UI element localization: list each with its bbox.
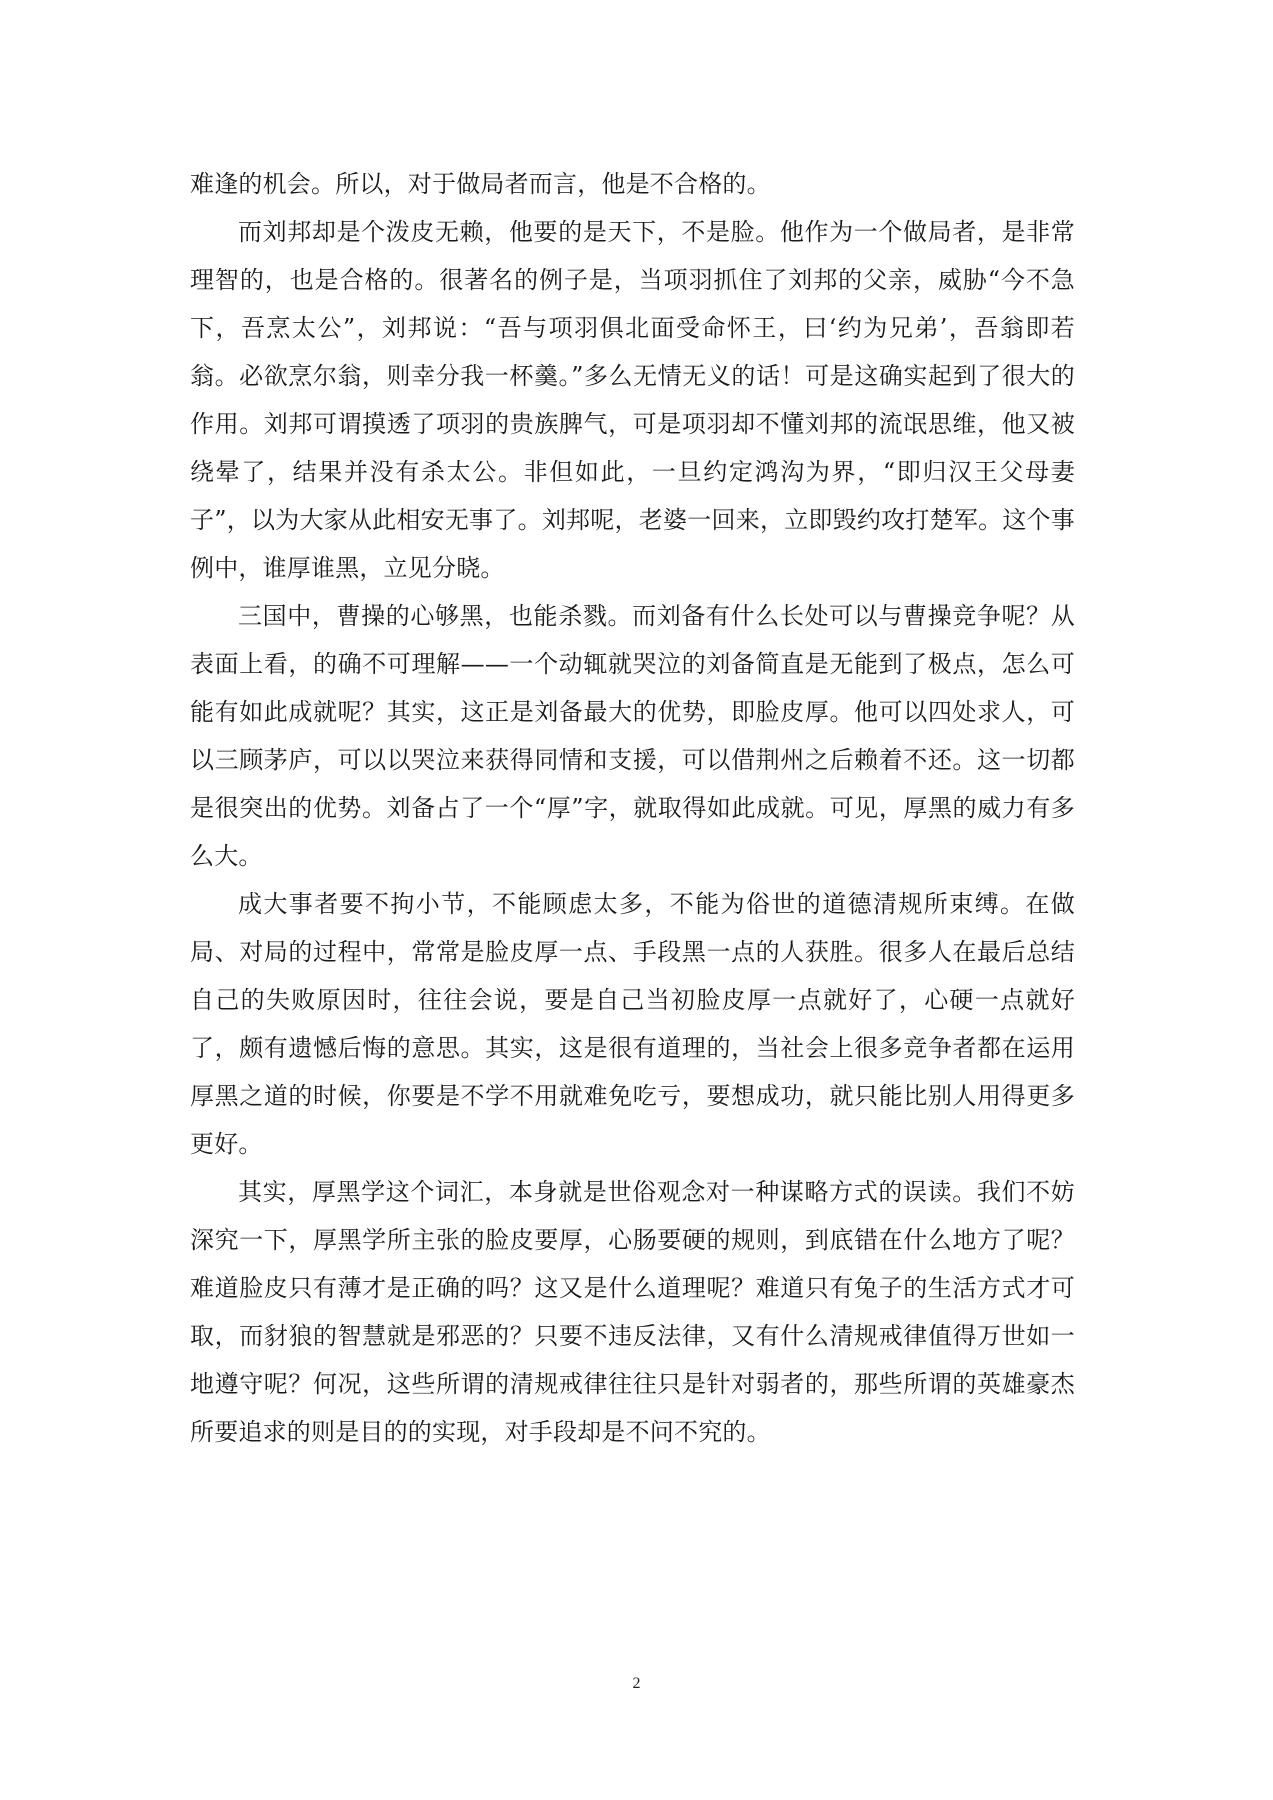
paragraph-three-kingdoms: 三国中，曹操的心够黑，也能杀戮。而刘备有什么长处可以与曹操竞争呢？从表面上看，的确不可理解——一个动辄就哭泣的刘备简直是无能到了极点，怎么可能有如此成就呢？其实，这正是刘备最大的优势，即脸皮厚。他可以四处求人，可以三顾茅庐，可以以哭泣来获得同情和支援，可以借荆州之后赖着不还。这一切都是很突出的优势。刘备占了一个“厚”字，就取得如此成就。可见，厚黑的威力有多么大。 [190,602,1075,870]
paragraph-liu-bang: 而刘邦却是个泼皮无赖，他要的是天下，不是脸。他作为一个做局者，是非常理智的，也是合格的。很著名的例子是，当项羽抓住了刘邦的父亲，威胁“今不急下，吾烹太公”，刘邦说：“吾与项羽俱北面受命怀王，曰‘约为兄弟’，吾翁即若翁。必欲烹尔翁，则幸分我一杯羹。”多么无情无义的话！可是这确实起到了很大的作用。刘邦可谓摸透了项羽的贵族脾气，可是项羽却不懂刘邦的流氓思维，他又被绕晕了，结果并没有杀太公。非但如此，一旦约定鸿沟为界，“即归汉王父母妻子”，以为大家从此相安无事了。刘邦呢，老婆一回来，立即毁约攻打楚军。这个事例中，谁厚谁黑，立见分晓。 [190,218,1075,582]
paragraph-thick-black-theory: 其实，厚黑学这个词汇，本身就是世俗观念对一种谋略方式的误读。我们不妨深究一下，厚黑学所主张的脸皮要厚，心肠要硬的规则，到底错在什么地方了呢？难道脸皮只有薄才是正确的吗？这又是什么道理呢？难道只有兔子的生活方式才可取，而豺狼的智慧就是邪恶的？只要不违反法律，又有什么清规戒律值得万世如一地遵守呢？何况，这些所谓的清规戒律往往只是针对弱者的，那些所谓的英雄豪杰所要追求的则是目的的实现，对手段却是不问不究的。 [190,1178,1075,1446]
page-number: 2 [632,1675,641,1692]
paragraph-great-deeds: 成大事者要不拘小节，不能顾虑太多，不能为俗世的道德清规所束缚。在做局、对局的过程中，常常是脸皮厚一点、手段黑一点的人获胜。很多人在最后总结自己的失败原因时，往往会说，要是自己当初脸皮厚一点就好了，心硬一点就好了，颇有遗憾后悔的意思。其实，这是很有道理的，当社会上很多竞争者都在运用厚黑之道的时候，你要是不学不用就难免吃亏，要想成功，就只能比别人用得更多更好。 [190,890,1075,1158]
document-body [190,160,1075,1456]
paragraph-continuation: 难逢的机会。所以，对于做局者而言，他是不合格的。 [190,170,771,198]
